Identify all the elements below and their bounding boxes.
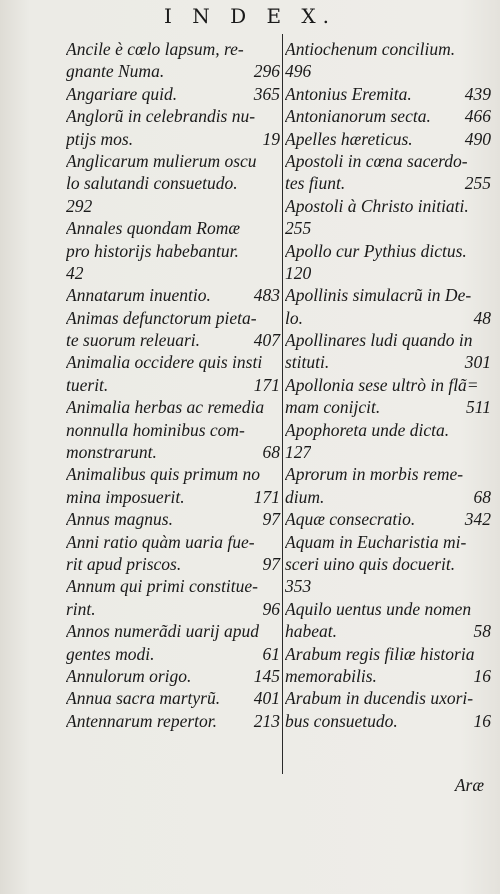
index-line: [285, 217, 491, 239]
index-line: [66, 419, 280, 441]
index-page-number: [487, 687, 491, 709]
index-page-number: [276, 150, 280, 172]
index-line: [285, 598, 491, 620]
index-line-text: te suorum releuari.: [66, 330, 200, 351]
index-line: [285, 307, 491, 329]
index-line-text: Animas defunctorum pieta-: [66, 307, 257, 328]
index-line-text: Anni ratio quàm uaria fue-: [66, 531, 255, 552]
index-line: [285, 105, 491, 127]
index-page-number: [487, 531, 491, 553]
index-line: [285, 60, 491, 82]
index-line: [285, 240, 491, 262]
index-line-text: monstrarunt.: [66, 442, 157, 463]
index-line: [285, 665, 491, 687]
index-line: [66, 351, 280, 373]
index-page-number: 16: [473, 710, 491, 731]
column-divider: [282, 34, 283, 774]
index-line: [285, 687, 491, 709]
index-line-text: rint.: [66, 598, 96, 619]
index-line: [285, 575, 491, 597]
index-line: [66, 128, 280, 150]
index-line-text: Aprorum in morbis reme-: [285, 464, 464, 485]
index-line: [285, 262, 491, 284]
index-page-number: [276, 105, 280, 127]
index-page-number: [487, 575, 491, 597]
index-line: [66, 553, 280, 575]
index-page-number: 255: [464, 173, 491, 194]
index-page-number: 439: [464, 83, 491, 104]
index-line: [285, 531, 491, 553]
index-page-number: 19: [262, 128, 280, 149]
index-line-text: Antennarum repertor.: [66, 710, 218, 731]
index-page-number: [276, 620, 280, 642]
index-line-text: Anglicarum mulierum oscu: [66, 150, 257, 171]
index-line-text: mina imposuerit.: [66, 486, 185, 507]
index-line-text: mam conijcit.: [285, 397, 381, 418]
index-line-text: habeat.: [285, 621, 338, 642]
index-page-number: 97: [262, 553, 280, 574]
index-line-text: Annos numerãdi uarij apud: [66, 621, 259, 642]
index-line: [66, 486, 280, 508]
index-page-number: 96: [262, 598, 280, 619]
index-line-text: Apostoli à Christo initiati.: [285, 195, 469, 216]
index-line: [66, 284, 280, 306]
index-page-number: [276, 262, 280, 284]
index-line-text: Annales quondam Romæ: [66, 218, 241, 239]
index-line: [285, 172, 491, 194]
index-page-number: [487, 441, 491, 463]
index-line: [285, 128, 491, 150]
index-line: [285, 508, 491, 530]
index-line: [66, 643, 280, 665]
index-page-number: [276, 195, 280, 217]
index-page-number: [276, 463, 280, 485]
index-line: [285, 643, 491, 665]
index-page-number: [487, 38, 491, 60]
index-line-text: Arabum regis filiæ historia: [285, 643, 475, 664]
index-page-number: [276, 531, 280, 553]
index-line: [285, 486, 491, 508]
index-line: [285, 329, 491, 351]
index-page-number: 407: [253, 330, 280, 351]
left-column: [66, 38, 280, 732]
index-page-number: 61: [262, 643, 280, 664]
index-line-text: 255: [285, 218, 312, 239]
index-line-text: Apostoli in cœna sacerdo-: [285, 150, 468, 171]
index-page-number: [487, 419, 491, 441]
index-line: [66, 665, 280, 687]
index-line: [66, 329, 280, 351]
index-page-number: 213: [253, 710, 280, 731]
index-line-text: Annum qui primi constitue-: [66, 576, 258, 597]
index-line: [285, 284, 491, 306]
index-page-number: 58: [473, 621, 491, 642]
index-page-number: 48: [473, 307, 491, 328]
index-line: [66, 687, 280, 709]
index-line-text: Anglorũ in celebrandis nu-: [66, 106, 256, 127]
index-line-text: lo.: [285, 307, 303, 328]
index-page-number: [276, 172, 280, 194]
index-page-number: 171: [253, 486, 280, 507]
index-line: [285, 419, 491, 441]
index-line: [66, 38, 280, 60]
index-line-text: 42: [66, 262, 84, 283]
index-page-number: 301: [464, 352, 491, 373]
index-line: [66, 463, 280, 485]
index-line-text: Apollonia sese ultrò in flã=: [285, 374, 479, 395]
index-line-text: Antonius Eremita.: [285, 83, 412, 104]
index-page-number: [276, 351, 280, 373]
index-line-text: dium.: [285, 486, 325, 507]
index-page-number: [487, 598, 491, 620]
index-line-text: tes fiunt.: [285, 173, 346, 194]
index-line: [66, 598, 280, 620]
index-page-number: [487, 150, 491, 172]
page-header: I N D E X.: [163, 4, 337, 28]
index-page-number: [276, 217, 280, 239]
right-column: [285, 38, 491, 732]
index-page-number: 511: [466, 397, 491, 418]
index-line-text: 127: [285, 442, 312, 463]
index-line-text: stituti.: [285, 352, 330, 373]
index-line-text: memorabilis.: [285, 665, 377, 686]
index-page-number: [487, 463, 491, 485]
index-page-number: 342: [464, 509, 491, 530]
index-line: [66, 710, 280, 732]
index-line: [285, 374, 491, 396]
index-line: [66, 396, 280, 418]
index-page-number: [487, 262, 491, 284]
index-line-text: Arabum in ducendis uxori-: [285, 688, 474, 709]
index-page-number: [487, 284, 491, 306]
index-line-text: nonnulla hominibus com-: [66, 419, 245, 440]
index-line: [285, 195, 491, 217]
index-page-number: 365: [253, 83, 280, 104]
index-line-text: Apophoreta unde dicta.: [285, 419, 450, 440]
index-page-number: 296: [253, 61, 280, 82]
index-line-text: Annua sacra martyrũ.: [66, 688, 221, 709]
index-line-text: Animalia herbas ac remedia: [66, 397, 265, 418]
index-line: [66, 620, 280, 642]
index-line-text: bus consuetudo.: [285, 710, 398, 731]
index-page-number: 16: [473, 665, 491, 686]
index-line: [285, 620, 491, 642]
index-line: [66, 60, 280, 82]
index-page-number: [276, 240, 280, 262]
index-line-text: Annulorum origo.: [66, 665, 192, 686]
index-line: [66, 575, 280, 597]
index-line-text: 292: [66, 195, 93, 216]
index-line: [66, 195, 280, 217]
index-page-number: [276, 307, 280, 329]
index-line: [285, 83, 491, 105]
index-line-text: Angariare quid.: [66, 83, 178, 104]
index-line-text: Antonianorum secta.: [285, 106, 431, 127]
index-page-number: [487, 217, 491, 239]
index-line: [66, 240, 280, 262]
index-page-number: [487, 60, 491, 82]
index-page-number: [276, 575, 280, 597]
index-line: [285, 396, 491, 418]
index-line-text: Apollo cur Pythius dictus.: [285, 240, 467, 261]
index-line-text: 353: [285, 576, 312, 597]
index-page-number: 483: [253, 285, 280, 306]
index-line: [66, 374, 280, 396]
index-line: [285, 553, 491, 575]
index-line: [66, 83, 280, 105]
index-line: [66, 172, 280, 194]
index-line-text: Apollinis simulacrũ in De-: [285, 285, 472, 306]
index-line: [66, 105, 280, 127]
index-page-number: [487, 553, 491, 575]
index-line-text: Apollinares ludi quando in: [285, 330, 473, 351]
index-page-number: [487, 643, 491, 665]
index-line-text: Animalia occidere quis insti: [66, 352, 263, 373]
index-line-text: Annatarum inuentio.: [66, 285, 211, 306]
index-page-number: 490: [464, 128, 491, 149]
index-line: [285, 351, 491, 373]
catchword: Aræ: [454, 775, 484, 795]
index-page-number: 466: [464, 106, 491, 127]
index-line-text: Aquilo uentus unde nomen: [285, 598, 472, 619]
index-line-text: Aquæ consecratio.: [285, 509, 416, 530]
index-page-number: [487, 374, 491, 396]
index-line-text: rit apud priscos.: [66, 553, 182, 574]
index-line: [66, 262, 280, 284]
index-line-text: Antiochenum concilium.: [285, 39, 456, 59]
index-line: [66, 307, 280, 329]
index-line: [66, 441, 280, 463]
index-page-number: 97: [262, 509, 280, 530]
index-line: [66, 508, 280, 530]
index-page-number: [487, 329, 491, 351]
index-line-text: Apelles hæreticus.: [285, 128, 413, 149]
index-page-number: 171: [253, 374, 280, 395]
index-line-text: gentes modi.: [66, 643, 155, 664]
index-line-text: lo salutandi consuetudo.: [66, 173, 238, 194]
index-page-number: [276, 419, 280, 441]
index-line-text: Annus magnus.: [66, 509, 173, 530]
index-page-number: 68: [473, 486, 491, 507]
index-line-text: Aquam in Eucharistia mi-: [285, 531, 467, 552]
index-line-text: 120: [285, 262, 312, 283]
index-page-number: [487, 240, 491, 262]
index-line-text: Ancile è cœlo lapsum, re-: [66, 39, 244, 59]
index-line: [285, 441, 491, 463]
index-line-text: sceri uino quis docuerit.: [285, 553, 456, 574]
index-line-text: gnante Numa.: [66, 61, 165, 82]
index-line: [66, 531, 280, 553]
index-line: [66, 150, 280, 172]
index-line: [285, 38, 491, 60]
index-line: [66, 217, 280, 239]
index-line-text: ptijs mos.: [66, 128, 134, 149]
index-page-number: 68: [262, 442, 280, 463]
index-page-number: 401: [253, 688, 280, 709]
index-line: [285, 150, 491, 172]
index-page-number: [276, 38, 280, 60]
index-page-number: [487, 195, 491, 217]
index-page-number: 145: [253, 665, 280, 686]
index-page-number: [276, 396, 280, 418]
index-line: [285, 463, 491, 485]
index-line-text: Animalibus quis primum no: [66, 464, 260, 485]
index-line-text: 496: [285, 61, 312, 82]
index-line: [285, 710, 491, 732]
index-line-text: pro historijs habebantur.: [66, 240, 239, 261]
index-line-text: tuerit.: [66, 374, 109, 395]
